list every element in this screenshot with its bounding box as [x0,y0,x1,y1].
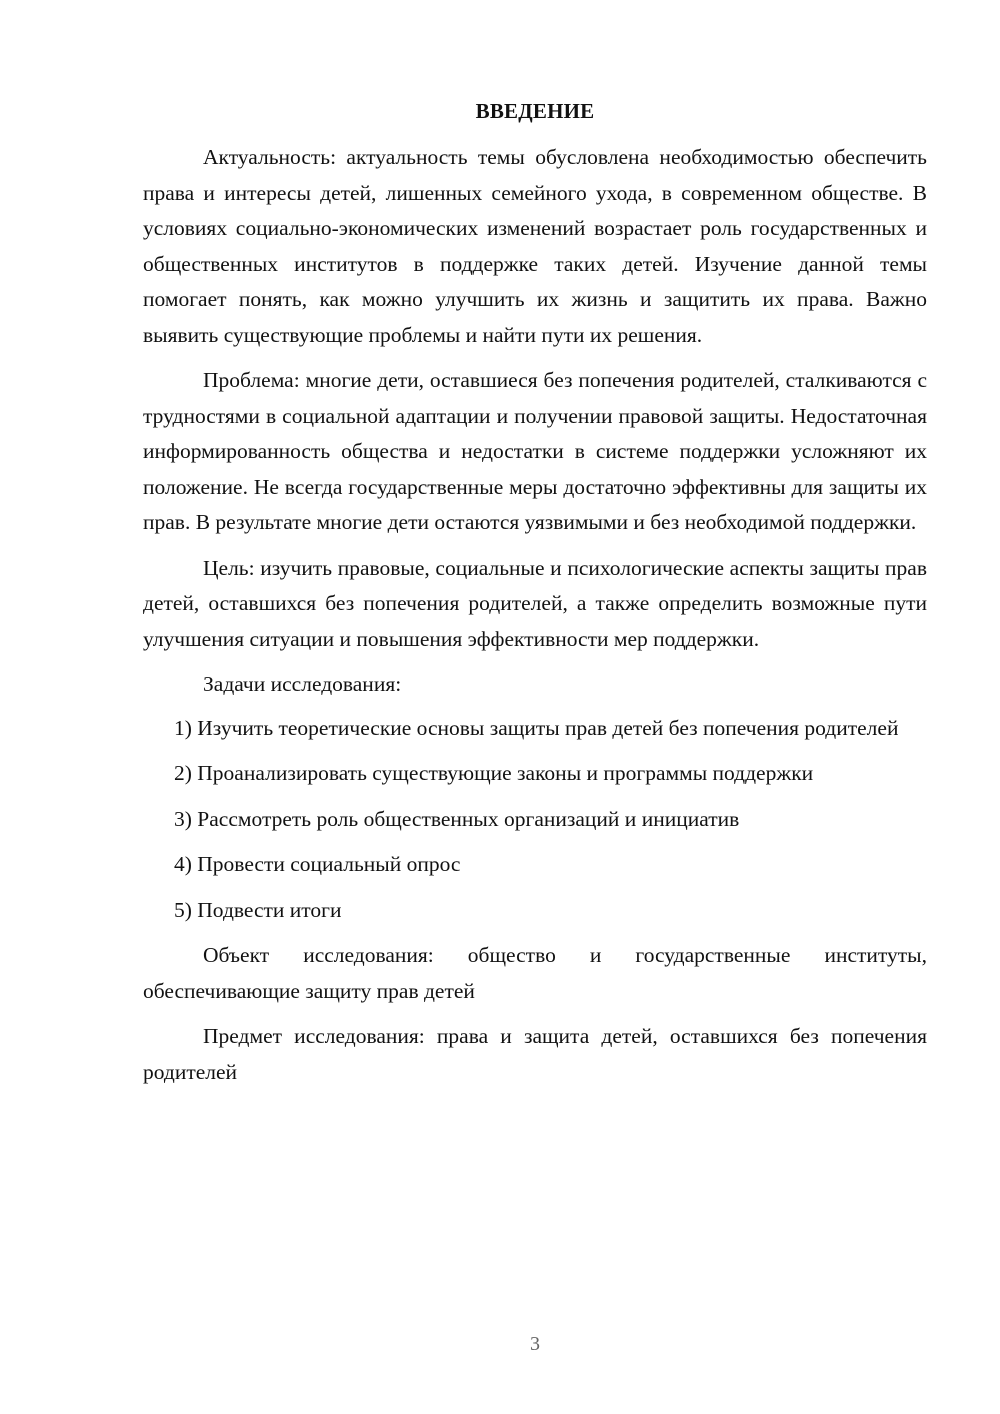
task-list [143,711,927,929]
page-content [143,94,927,1100]
task-item: 5) Подвести итоги [174,897,342,922]
paragraph-relevance: Актуальность: актуальность темы обусловлена необходимостью обеспечить права и интересы детей, лишенных семейного ухода, в современном обществе. В условиях социально-экономических изменений возрастает роль государственных и общественных институтов в поддержке таких детей. Изучение данной темы помогает понять, как можно улучшить их жизнь и защитить их права. Важно выявить существующие проблемы и найти пути их решения. [143,145,927,347]
paragraph-subject: Предмет исследования: права и защита детей, оставшихся без попечения родителей [143,1024,927,1084]
paragraph-goal: Цель: изучить правовые, социальные и психологические аспекты защиты прав детей, оставшихся без попечения родителей, а также определить возможные пути улучшения ситуации и повышения эффективности мер поддержки. [143,555,927,651]
task-item: 4) Провести социальный опрос [174,852,461,876]
paragraph-problem: Проблема: многие дети, оставшиеся без попечения родителей, сталкиваются с трудностями в социальной адаптации и получении правовой защиты. Недостаточная информированность общества и недостатки в системе поддержки усложняют их положение. Не всегда государственные меры достаточно эффективны для защиты их прав. В результате многие дети остаются уязвимыми и без необходимой поддержки. [143,368,927,534]
page-number: 3 [530,1333,540,1355]
task-item: 3) Рассмотреть роль общественных организаций и инициатив [174,806,740,831]
task-item: 2) Проанализировать существующие законы и программы поддержки [174,761,814,785]
tasks-heading: Задачи исследования: [203,672,402,696]
task-item: 1) Изучить теоретические основы защиты прав детей без попечения родителей [174,715,899,740]
paragraph-object: Объект исследования: общество и государственные институты, обеспечивающие защиту прав детей [143,943,927,1003]
section-title: ВВЕДЕНИЕ [475,99,595,123]
